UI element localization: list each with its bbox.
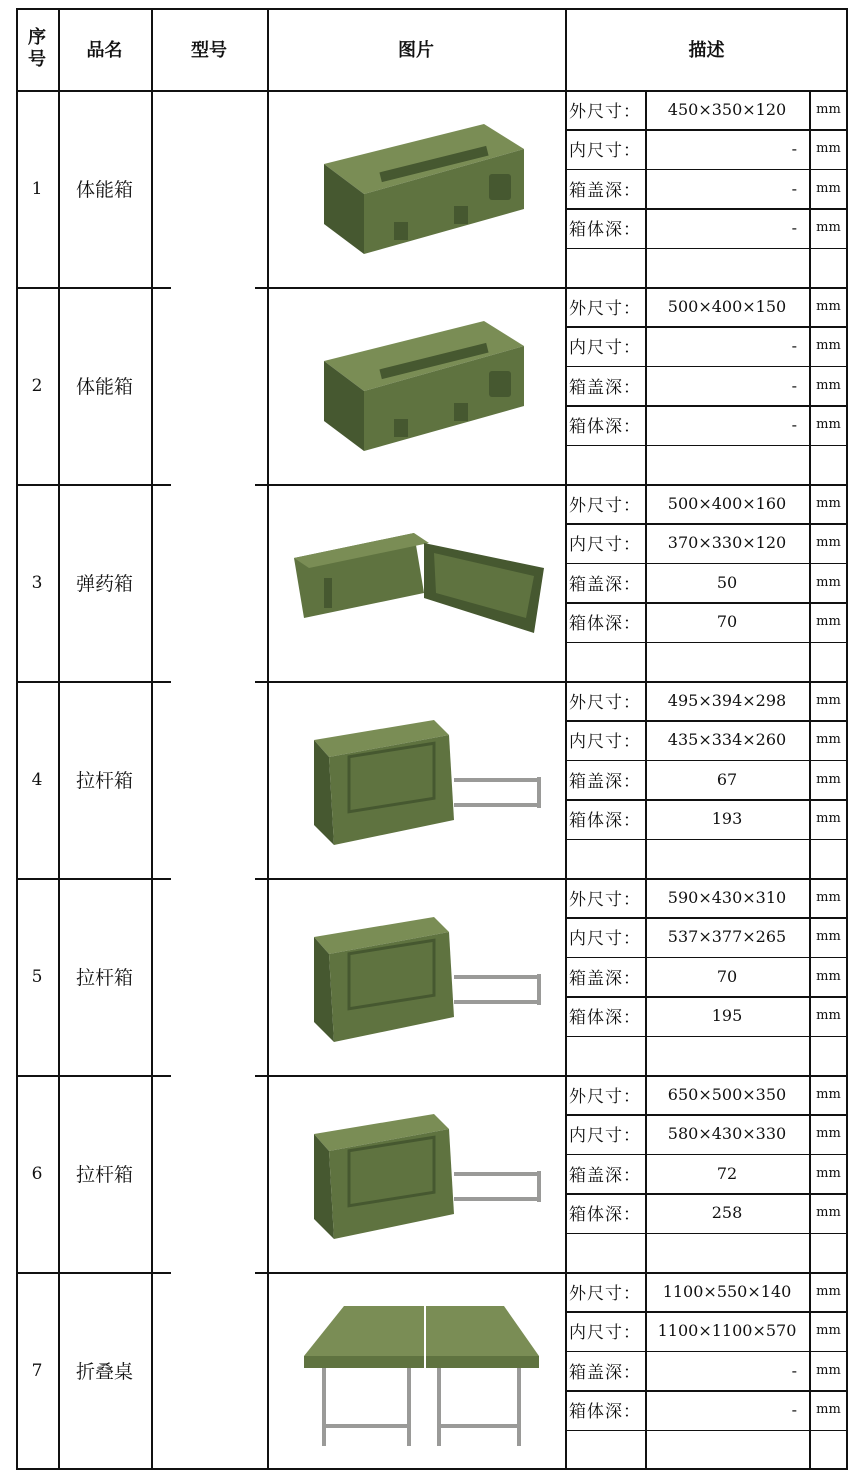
spec-value: 500×400×150 (667, 297, 787, 316)
product-name: 折叠桌 (75, 1361, 133, 1383)
spec-unit: mm (816, 338, 841, 354)
spec-label: 箱盖深： (569, 377, 641, 398)
spec-label: 箱体深： (569, 220, 641, 241)
spec-unit: mm (816, 535, 841, 551)
spec-unit: mm (816, 141, 841, 157)
row-seq: 1 (31, 178, 43, 199)
spec-value: 370×330×120 (667, 533, 787, 553)
spec-value: 258 (711, 1203, 743, 1223)
spec-unit: mm (816, 811, 841, 827)
spec-label: 箱体深： (569, 417, 641, 438)
header-description: 描述 (688, 40, 725, 61)
spec-unit: mm (816, 1165, 841, 1181)
spec-unit: mm (816, 102, 841, 117)
product-name: 拉杆箱 (75, 967, 133, 989)
spec-value: - (791, 1400, 797, 1420)
spec-label: 内尺寸： (569, 338, 641, 359)
header-seq-line1: 序 (28, 27, 46, 48)
spec-unit: mm (816, 377, 841, 393)
product-name: 体能箱 (75, 376, 133, 398)
product-name: 弹药箱 (75, 573, 133, 595)
spec-value: - (791, 178, 797, 198)
spec-value: 1100×1100×570 (657, 1321, 797, 1341)
spec-label: 外尺寸： (569, 890, 641, 910)
table-frame (16, 8, 848, 1470)
spec-label: 外尺寸： (569, 1284, 641, 1304)
spec-value: 435×334×260 (667, 730, 787, 750)
spec-label: 箱体深： (569, 811, 641, 832)
spec-unit: mm (816, 1402, 841, 1418)
spec-label: 箱体深： (569, 1008, 641, 1029)
spec-label: 内尺寸： (569, 1126, 641, 1147)
row-seq: 5 (31, 966, 43, 987)
product-name: 拉杆箱 (75, 770, 133, 792)
spec-label: 箱盖深： (569, 574, 641, 595)
row-seq: 7 (31, 1360, 43, 1381)
spec-label: 箱盖深： (569, 968, 641, 989)
row-seq: 2 (31, 375, 43, 396)
spec-unit: mm (816, 417, 841, 433)
spec-unit: mm (816, 299, 841, 314)
spec-value: 590×430×310 (667, 888, 787, 907)
spec-value: 195 (711, 1006, 743, 1026)
spec-label: 内尺寸： (569, 1323, 641, 1344)
spec-value: 70 (716, 966, 738, 986)
spec-label: 箱盖深： (569, 180, 641, 201)
spec-label: 内尺寸： (569, 535, 641, 556)
spec-unit: mm (816, 1126, 841, 1142)
spec-label: 箱体深： (569, 614, 641, 635)
row-seq: 6 (31, 1163, 43, 1184)
spec-unit: mm (816, 890, 841, 905)
spec-unit: mm (816, 180, 841, 196)
header-model: 型号 (191, 40, 227, 61)
spec-value: 500×400×160 (667, 494, 787, 513)
spec-label: 箱盖深： (569, 1362, 641, 1383)
spec-value: - (791, 375, 797, 395)
spec-unit: mm (816, 1087, 841, 1102)
product-name: 体能箱 (75, 179, 133, 201)
spec-unit: mm (816, 929, 841, 945)
header-image: 图片 (398, 40, 434, 61)
spec-unit: mm (816, 1323, 841, 1339)
spec-label: 外尺寸： (569, 102, 641, 122)
spec-label: 内尺寸： (569, 141, 641, 162)
row-seq: 3 (31, 572, 43, 593)
spec-label: 箱盖深： (569, 771, 641, 792)
spec-value: 450×350×120 (667, 100, 787, 119)
spec-label: 箱体深： (569, 1205, 641, 1226)
spec-value: 1100×550×140 (662, 1282, 792, 1301)
spec-value: 70 (716, 612, 738, 632)
spec-value: 650×500×350 (667, 1085, 787, 1104)
spec-label: 内尺寸： (569, 732, 641, 753)
product-name: 拉杆箱 (75, 1164, 133, 1186)
spec-value: 67 (716, 769, 738, 789)
spec-unit: mm (816, 771, 841, 787)
spec-label: 外尺寸： (569, 496, 641, 516)
header-name: 品名 (86, 40, 123, 61)
spec-label: 内尺寸： (569, 929, 641, 950)
spec-value: - (791, 1360, 797, 1380)
spec-value: 580×430×330 (667, 1124, 787, 1144)
spec-value: - (791, 415, 797, 435)
spec-label: 外尺寸： (569, 1087, 641, 1107)
spec-value: - (791, 336, 797, 356)
spec-value: 495×394×298 (667, 691, 787, 710)
spec-unit: mm (816, 496, 841, 511)
spec-unit: mm (816, 1008, 841, 1024)
row-seq: 4 (31, 769, 43, 790)
spec-label: 箱盖深： (569, 1165, 641, 1186)
spec-unit: mm (816, 968, 841, 984)
spec-value: - (791, 139, 797, 159)
spec-value: 72 (716, 1163, 738, 1183)
spec-value: 537×377×265 (667, 927, 787, 947)
spec-unit: mm (816, 1284, 841, 1299)
spec-value: 50 (716, 572, 738, 592)
spec-label: 外尺寸： (569, 693, 641, 713)
spec-unit: mm (816, 1362, 841, 1378)
spec-value: 193 (711, 809, 743, 829)
spec-label: 箱体深： (569, 1402, 641, 1423)
spec-label: 外尺寸： (569, 299, 641, 319)
spec-unit: mm (816, 693, 841, 708)
spec-value: - (791, 218, 797, 238)
spec-unit: mm (816, 614, 841, 630)
spec-unit: mm (816, 220, 841, 236)
spec-unit: mm (816, 574, 841, 590)
header-seq-line2: 号 (28, 49, 46, 70)
spec-unit: mm (816, 732, 841, 748)
spec-unit: mm (816, 1205, 841, 1221)
